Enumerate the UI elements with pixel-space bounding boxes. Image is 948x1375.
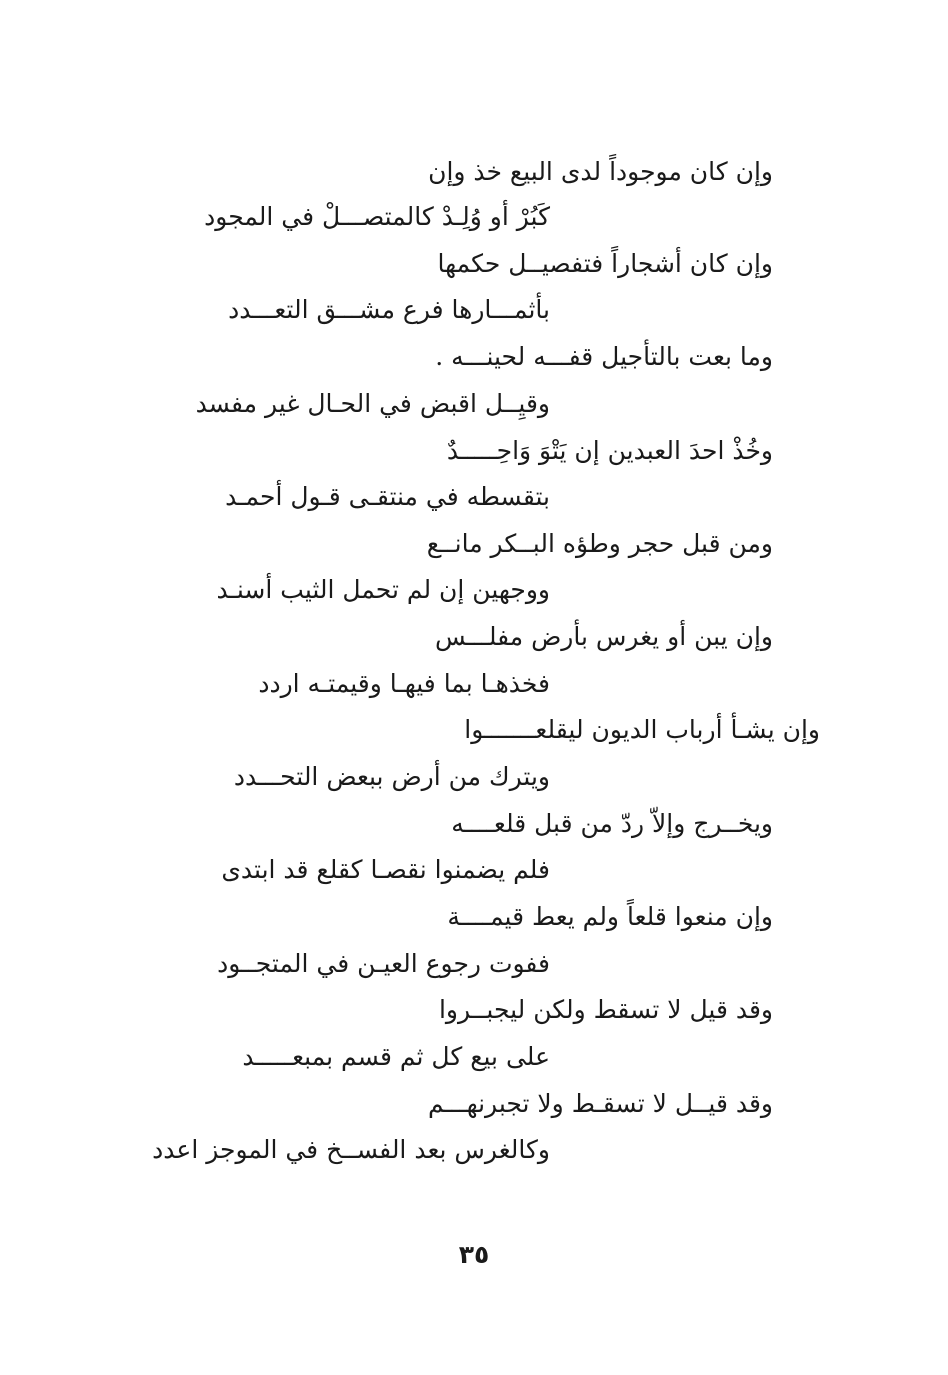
poem-line: ويترك من أرض ببعض التحـــدد bbox=[233, 762, 550, 791]
poem-line: وما بعت بالتأجيل قفـــه لحينـــه . bbox=[435, 342, 773, 371]
poem-line: ففوت رجوع العيـن في المتجــود bbox=[217, 949, 550, 978]
poem-line: ووجهين إن لم تحمل الثيب أسنـد bbox=[216, 575, 550, 604]
poem-line: وإن كان موجوداً لدى البيع خذ وإن bbox=[428, 157, 773, 186]
poem-line: ويخــرج وإلاّ ردّ من قبل قلعــــه bbox=[451, 809, 773, 838]
poem-line: وكالغرس بعد الفســخ في الموجز اعدد bbox=[152, 1135, 550, 1164]
poem-line: كَبُرْ أو وُلِـدْ كالمتصـــلْ في المجود bbox=[204, 202, 550, 231]
poem-line: وإن كان أشجاراً فتفصيــل حكمها bbox=[437, 249, 773, 278]
poem-line: فلم يضمنوا نقصـا كقلع قد ابتدى bbox=[221, 855, 550, 884]
poem-line: وإن منعوا قلعاً ولم يعط قيمــــة bbox=[447, 902, 773, 931]
poem-line: وقد قيل لا تسقط ولكن ليجبــروا bbox=[438, 995, 773, 1024]
page-number: ٣٥ bbox=[458, 1240, 490, 1269]
poem-line: وقيِــل اقبض في الحـال غير مفسد bbox=[195, 389, 550, 418]
poem-line: ومن قبل حجر وطؤه البــكر مانــع bbox=[426, 529, 773, 558]
poem-line: وقد قيــل لا تسقـط ولا تجبرنهـــم bbox=[427, 1089, 773, 1118]
poem-line: بتقسطه في منتقـى قـول أحمـد bbox=[225, 482, 550, 511]
poem-line: على بيع كل ثم قسم بمبعـــــد bbox=[242, 1042, 550, 1071]
poem-line: وإن يشـأ أرباب الديون ليقلعـــــــوا bbox=[464, 715, 820, 744]
poem-line: وإن يبن أو يغرس بأرض مفلـــس bbox=[434, 622, 773, 651]
poem-line: وخُذْ احدَ العبدين إن يَتْوَ وَاحِـــــدٌ bbox=[446, 436, 773, 465]
poem-line: بأثمـــارها فرع مشـــق التعـــدد bbox=[228, 295, 550, 324]
poem-line: فخذهـا بما فيهـا وقيمتـه اردد bbox=[258, 669, 550, 698]
